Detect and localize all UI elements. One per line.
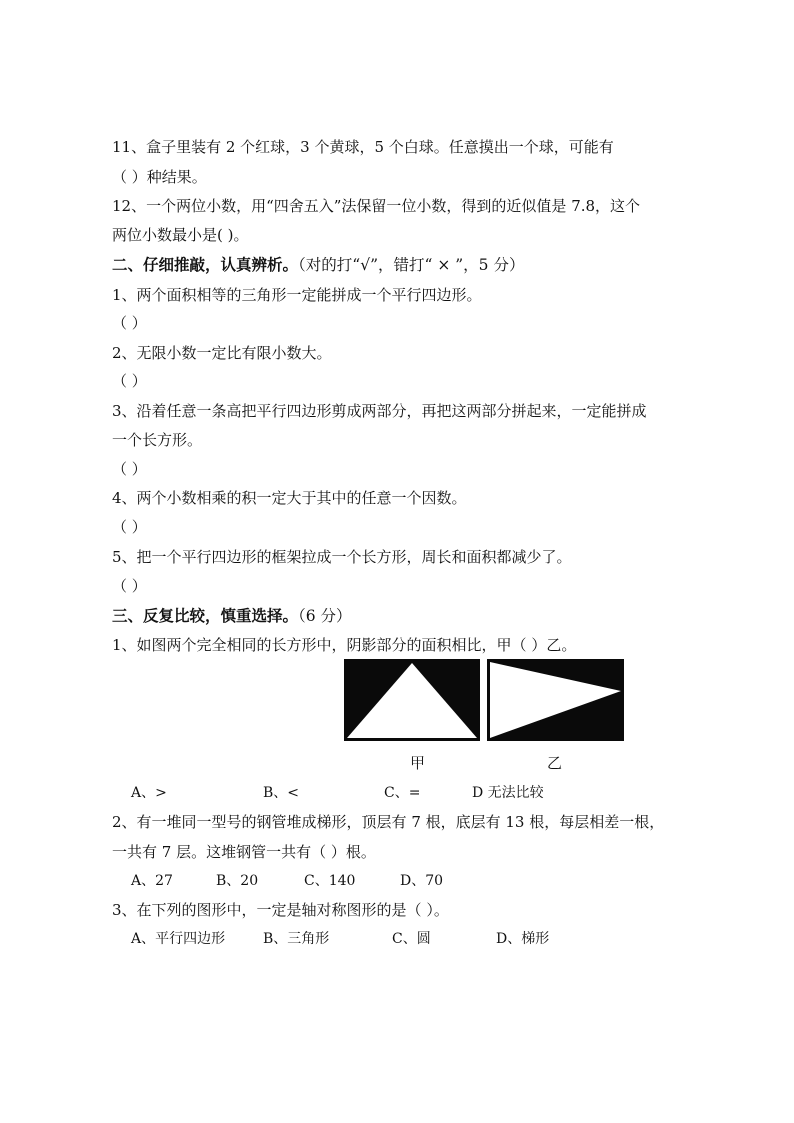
q12-line2: 两位小数最小是( )。: [112, 226, 249, 244]
s2-q4-text: 4、两个小数相乘的积一定大于其中的任意一个因数。: [112, 489, 467, 507]
s2-q5-text: 5、把一个平行四边形的框架拉成一个长方形，周长和面积都减少了。: [112, 548, 572, 566]
s2-q4-answer: （ ）: [112, 518, 147, 536]
s3-q1-option-a: A、>: [131, 785, 167, 801]
s2-q2-text: 2、无限小数一定比有限小数大。: [112, 344, 332, 362]
s3-q2-text2: 一共有 7 层。这堆钢管一共有（ ）根。: [112, 843, 376, 861]
figure-yi-label: 乙: [547, 754, 563, 772]
q11-line1: 11、盒子里装有 2 个红球，3 个黄球，5 个白球。任意摸出一个球，可能有: [112, 138, 614, 156]
s3-q2-option-a: A、27: [131, 873, 173, 889]
s2-q1-text: 1、两个面积相等的三角形一定能拼成一个平行四边形。: [112, 286, 482, 304]
q11-line2: （ ）种结果。: [112, 168, 207, 186]
section2-heading: [112, 255, 524, 275]
s3-q2-option-d: D、70: [400, 873, 444, 889]
q12-line1: 12、一个两位小数，用“四舍五入”法保留一位小数，得到的近似值是 7.8，这个: [112, 197, 641, 215]
s3-q3-option-c: C、圆: [392, 931, 431, 947]
s3-q1-text: 1、如图两个完全相同的长方形中，阴影部分的面积相比，甲（ ）乙。: [112, 636, 577, 654]
s3-q2-option-b: B、20: [216, 873, 259, 889]
s2-q1-answer: （ ）: [112, 314, 147, 332]
section3-heading: [112, 606, 352, 626]
figure-yi: [487, 659, 624, 741]
figure-jia-label: 甲: [410, 754, 426, 772]
s3-q2-option-c: C、140: [304, 873, 356, 889]
s3-q2-text: 2、有一堆同一型号的钢管堆成梯形，顶层有 7 根，底层有 13 根，每层相差一根，: [112, 813, 665, 831]
s3-q1-option-d: D 无法比较: [472, 785, 544, 801]
s3-q3-option-d: D、梯形: [496, 931, 550, 947]
s3-q3-option-a: A、平行四边形: [131, 931, 226, 947]
s2-q2-answer: （ ）: [112, 372, 147, 390]
section2-note: （对的打“√”，错打“ × ”，5 分）: [298, 256, 525, 274]
section3-note: （6 分）: [298, 607, 352, 625]
s3-q1-option-b: B、<: [263, 785, 300, 801]
s3-q3-text: 3、在下列的图形中，一定是轴对称图形的是（ ）。: [112, 901, 449, 919]
s2-q3-text2: 一个长方形。: [112, 431, 203, 449]
s3-q1-option-c: C、=: [384, 785, 421, 801]
figure-jia: [344, 659, 480, 741]
s3-q3-option-b: B、三角形: [263, 931, 330, 947]
s2-q3-answer: （ ）: [112, 460, 147, 478]
section3-title: 三、反复比较，慎重选择。: [112, 606, 299, 625]
s2-q5-answer: （ ）: [112, 577, 147, 595]
s2-q3-text: 3、沿着任意一条高把平行四边形剪成两部分，再把这两部分拼起来，一定能拼成: [112, 402, 647, 420]
section2-title: 二、仔细推敲，认真辨析。: [112, 255, 299, 274]
